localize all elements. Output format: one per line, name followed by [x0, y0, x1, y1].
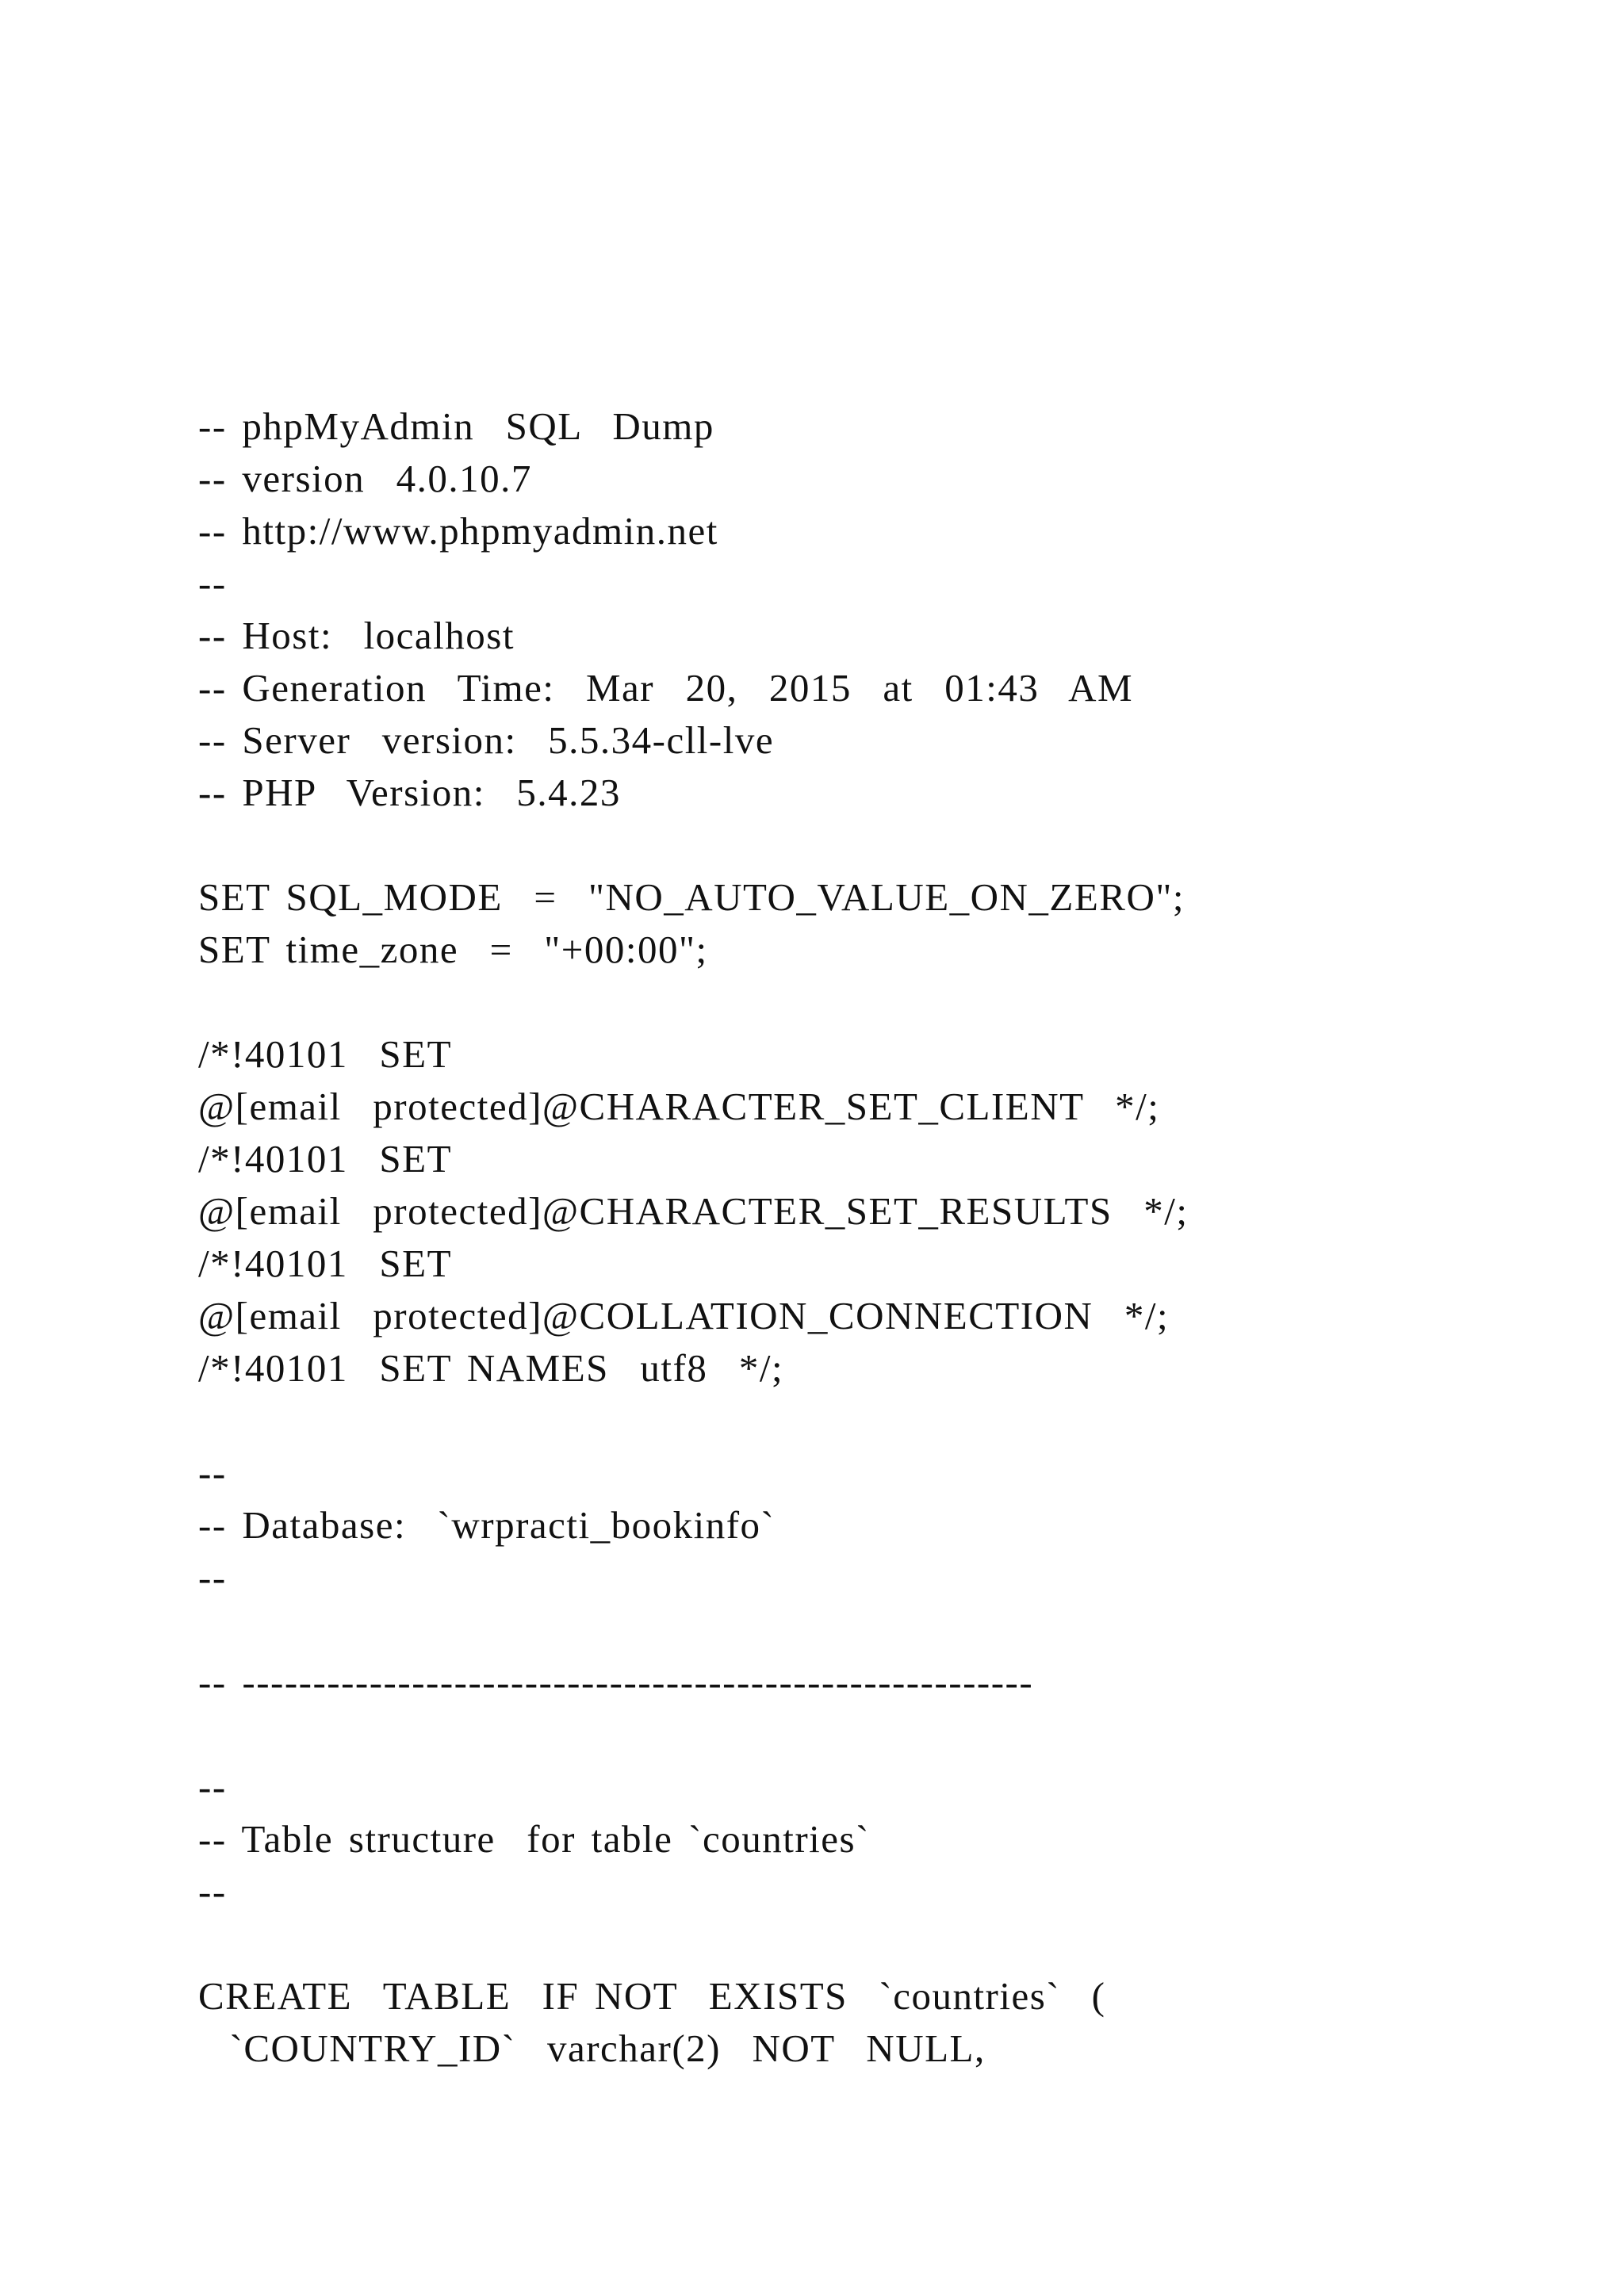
- separator-line: -- --------------------------------------------------------: [198, 1660, 1034, 1704]
- blank-line: [198, 819, 1562, 871]
- comment-line: -- Server version: 5.5.34-cll-lve: [198, 718, 775, 762]
- comment-line: -- Generation Time: Mar 20, 2015 at 01:43 AM: [198, 666, 1134, 710]
- sql-statement-line: SET SQL_MODE = "NO_AUTO_VALUE_ON_ZERO";: [198, 875, 1185, 919]
- comment-line: -- version 4.0.10.7: [198, 457, 532, 500]
- sql-statement-line: @[email protected]@COLLATION_CONNECTION */;: [198, 1294, 1170, 1337]
- sql-statement-line: SET time_zone = "+00:00";: [198, 928, 708, 971]
- comment-line: --: [198, 1869, 227, 1913]
- comment-line: -- Host: localhost: [198, 614, 515, 657]
- sql-statement-line: /*!40101 SET: [198, 1242, 453, 1285]
- comment-line: --: [198, 1451, 227, 1494]
- sql-statement-line: /*!40101 SET: [198, 1032, 453, 1076]
- blank-line: [198, 1709, 1562, 1761]
- comment-line: -- http://www.phpmyadmin.net: [198, 509, 718, 553]
- sql-statement-line: /*!40101 SET NAMES utf8 */;: [198, 1346, 784, 1390]
- sql-dump-text: [198, 400, 1562, 2075]
- comment-line: --: [198, 1765, 227, 1808]
- blank-line: [198, 1918, 1562, 1970]
- comment-line: -- Database: `wrpracti_bookinfo`: [198, 1503, 776, 1547]
- sql-statement-line: CREATE TABLE IF NOT EXISTS `countries` (: [198, 1974, 1106, 2018]
- sql-statement-line: /*!40101 SET: [198, 1137, 453, 1181]
- comment-line: --: [198, 1556, 227, 1599]
- comment-line: -- PHP Version: 5.4.23: [198, 771, 621, 814]
- blank-line: [198, 1604, 1562, 1656]
- blank-line: [198, 1395, 1562, 1447]
- comment-line: -- phpMyAdmin SQL Dump: [198, 404, 714, 448]
- comment-line: --: [198, 561, 227, 605]
- sql-statement-line: @[email protected]@CHARACTER_SET_CLIENT */;: [198, 1085, 1160, 1128]
- comment-line: -- Table structure for table `countries`: [198, 1817, 870, 1861]
- sql-statement-line: `COUNTRY_ID` varchar(2) NOT NULL,: [198, 2026, 986, 2070]
- blank-line: [198, 976, 1562, 1028]
- sql-statement-line: @[email protected]@CHARACTER_SET_RESULTS */;: [198, 1189, 1189, 1233]
